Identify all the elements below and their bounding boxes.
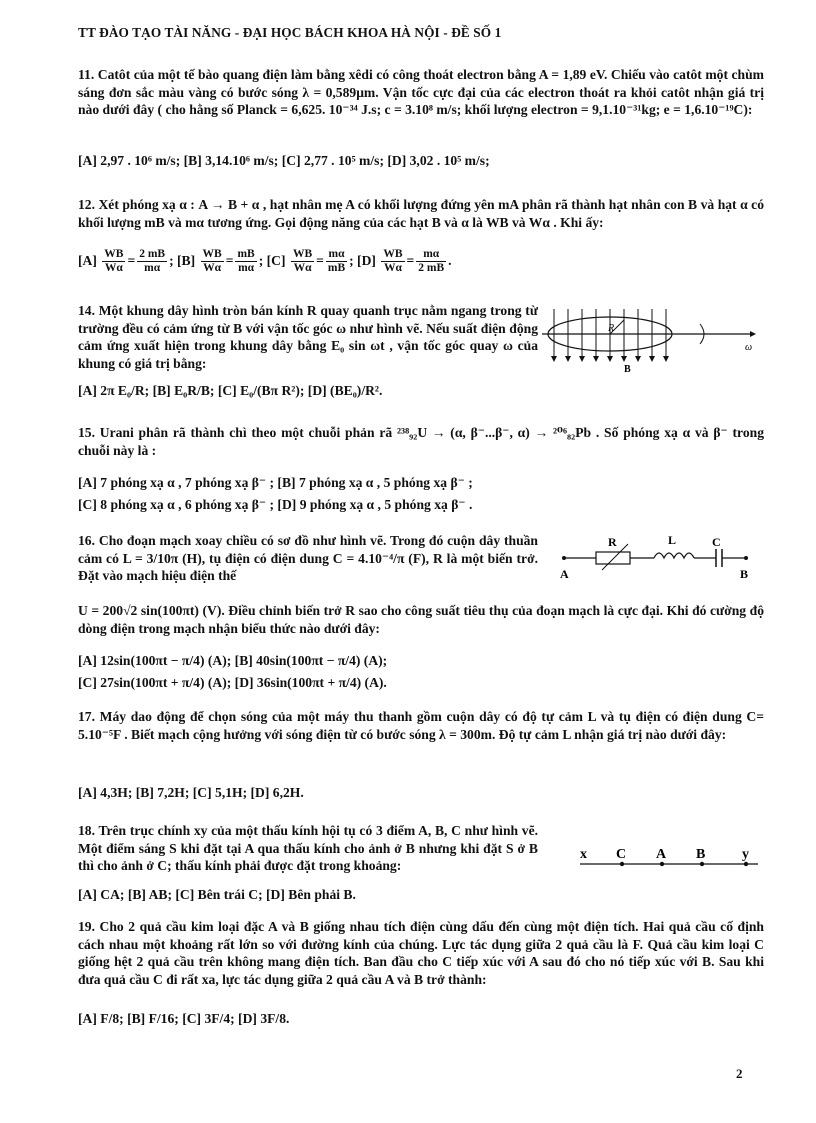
field-label: B (624, 364, 631, 374)
q12-label-b: [B] (177, 253, 196, 268)
terminal-b-label: B (740, 567, 749, 581)
q12-frac-b-right: $\frac{mB}{m\alpha}$ (237, 248, 255, 275)
axis-label-c: C (616, 847, 627, 862)
rotating-loop-figure (540, 304, 758, 374)
question-12-answers: [A] $\frac{WB}{W\alpha}$ = $\frac{2 mB}{m\alpha}$ ; [B] $\frac{WB}{W\alpha}$ = $\frac{mB}{m\alpha}$ ; [C] $\frac{WB}{W\alpha}$ = $\frac{m\alpha}{mB}$ ; [D] $\frac{WB}{W\alpha}$ = $\frac{m\alpha}{2 mB}$ . (78, 248, 452, 275)
q12-frac-d-right: $\frac{m\alpha}{2 mB}$ (418, 248, 445, 275)
question-15-answers-2: [C] 8 phóng xạ α , 6 phóng xạ β⁻ ; [D] 9 phóng xạ α , 5 phóng xạ β⁻ . (78, 497, 473, 512)
radius-label: R (608, 323, 615, 334)
point-a (660, 862, 664, 866)
q12-frac-d-left: $\frac{WB}{W\alpha}$ (383, 248, 403, 275)
question-16-answers-1: [A] 12sin(100πt − π/4) (A); [B] 40sin(100πt − π/4) (A); (78, 653, 388, 668)
q12-frac-a-left: $\frac{WB}{W\alpha}$ (104, 248, 124, 275)
question-19: 19. Cho 2 quả cầu kim loại đặc A và B giống nhau tích điện cùng dấu đến cùng một điện tích. Hai quả cầu cố định cách nhau một khoảng rất lớn so với đường kính của chúng. Lực tác dụng giữa 2 quả cầu là F. Quả cầu kim loại C giống hệt 2 quả cầu trên không mang điện tích. Ban đầu cho C tiếp xúc với A sau đó cho nó tiếp xúc với B. Sau khi đưa quả cầu C đi rất xa, lực tác dụng giữa 2 quả cầu A và B trở thành: (78, 919, 764, 987)
point-c (620, 862, 624, 866)
question-16-answers-2: [C] 27sin(100πt + π/4) (A); [D] 36sin(100πt + π/4) (A). (78, 675, 387, 690)
question-11: 11. Catôt của một tế bào quang điện làm bằng xêdi có công thoát electron bằng A = 1,89 eV. Chiếu vào catôt một chùm sáng đơn sắc màu vàng có bước sóng λ = 0,589μm. Vận tốc cực đại của các electron thoát ra khỏi catôt nhận giá trị nào dưới đây ( cho hằng số Planck = 6,625. 10⁻³⁴ J.s; c = 3.10⁸ m/s; khối lượng electron = 9,1.10⁻³¹kg; e = 1,6.10⁻¹⁹C): (78, 67, 764, 117)
q12-frac-c-left: $\frac{WB}{W\alpha}$ (292, 248, 313, 275)
question-11-answers: [A] 2,97 . 10⁶ m/s; [B] 3,14.10⁶ m/s; [C] 2,77 . 10⁵ m/s; [D] 3,02 . 10⁵ m/s; (78, 153, 490, 168)
question-17-answers: [A] 4,3H; [B] 7,2H; [C] 5,1H; [D] 6,2H. (78, 785, 304, 800)
question-19-answers: [A] F/8; [B] F/16; [C] 3F/4; [D] 3F/8. (78, 1011, 290, 1026)
inductor-coil (654, 553, 694, 558)
resistor-label: R (608, 535, 617, 549)
question-16-part-1: 16. Cho đoạn mạch xoay chiều có sơ đồ như hình vẽ. Trong đó cuộn dây thuần cảm có L = 3/10π (H), tụ điện có điện dung C = 4.10⁻⁴/π (F), R là một biến trở. Đặt vào mạch hiệu điện thế (78, 533, 538, 583)
question-12: 12. Xét phóng xạ α : A → B + α , hạt nhân mẹ A có khối lượng đứng yên mA phân rã thành hạt nhân con B và hạt α có khối lượng mB và mα tương ứng. Gọi động năng của các hạt B và α là WB và Wα . Khi ấy: (78, 197, 764, 230)
axis-label-b: B (696, 847, 706, 862)
terminal-b (744, 556, 748, 560)
point-y-end (744, 862, 748, 866)
q12-frac-a-right: $\frac{2 mB}{m\alpha}$ (139, 248, 166, 275)
terminal-a-label: A (560, 567, 569, 581)
page-number: 2 (736, 1066, 743, 1081)
question-15: 15. Urani phân rã thành chì theo một chuỗi phản rã ²³⁸₉₂U → (α, β⁻...β⁻, α) → ²⁰⁶₈₂Pb . Số phóng xạ α và β⁻ trong chuỗi này là : (78, 425, 764, 458)
q12-label-a: [A] (78, 253, 97, 268)
capacitor-label: C (712, 535, 721, 549)
axis-label-a: A (656, 847, 667, 862)
question-15-answers-1: [A] 7 phóng xạ α , 7 phóng xạ β⁻ ; [B] 7 phóng xạ α , 5 phóng xạ β⁻ ; (78, 475, 473, 490)
q12-frac-b-left: $\frac{WB}{W\alpha}$ (202, 248, 222, 275)
inductor-label: L (668, 533, 677, 547)
q12-label-c: [C] (266, 253, 286, 268)
question-17: 17. Máy dao động để chọn sóng của một máy thu thanh gồm cuộn dây có độ tự cảm L và tụ điện có điện dung C= 5.10⁻⁵F . Biết mạch cộng hưởng với sóng điện từ có bước sóng λ = 300m. Độ tự cảm L nhận giá trị nào dưới đây: (78, 709, 764, 742)
omega-label: ω (745, 342, 753, 353)
q12-label-d: [D] (357, 253, 376, 268)
question-18-answers: [A] CA; [B] AB; [C] Bên trái C; [D] Bên phải B. (78, 887, 356, 902)
q12-frac-c-right: $\frac{m\alpha}{mB}$ (327, 248, 346, 275)
terminal-a (562, 556, 566, 560)
point-b (700, 862, 704, 866)
question-14: 14. Một khung dây hình tròn bán kính R quay quanh trục nằm ngang trong từ trường đều có cảm ứng từ B với vận tốc góc ω như hình vẽ. Nếu suất điện động cảm ứng xuất hiện trong khung dây bằng E₀ sin ωt , vận tốc góc quay ω của khung có giá trị bằng: (78, 303, 538, 371)
field-arrowheads (551, 356, 669, 362)
question-18: 18. Trên trục chính xy của một thấu kính hội tụ có 3 điểm A, B, C như hình vẽ. Một điểm sáng S khi đặt tại A qua thấu kính cho ảnh ở B nhưng khi đặt S ở B thì cho ảnh ở C; thấu kính phải được đặt trong khoảng: (78, 823, 538, 873)
axis-label-y: y (742, 847, 749, 862)
axis-arrowhead (750, 331, 756, 337)
variable-resistor (596, 552, 630, 564)
axis-label-x: x (580, 847, 587, 862)
question-16-part-2: U = 200√2 sin(100πt) (V). Điều chỉnh biến trở R sao cho công suất tiêu thụ của đoạn mạch là cực đại. Khi đó cường độ dòng điện trong mạch nhận biểu thức nào dưới đây: (78, 603, 764, 636)
page-header: TT ĐÀO TẠO TÀI NĂNG - ĐẠI HỌC BÁCH KHOA HÀ NỘI - ĐỀ SỐ 1 (78, 25, 502, 40)
rlc-circuit-figure (556, 530, 756, 586)
principal-axis-figure (574, 838, 764, 878)
question-14-answers: [A] 2π E₀/R; [B] E₀R/B; [C] E₀/(Bπ R²); [D] (BE₀)/R². (78, 383, 383, 398)
